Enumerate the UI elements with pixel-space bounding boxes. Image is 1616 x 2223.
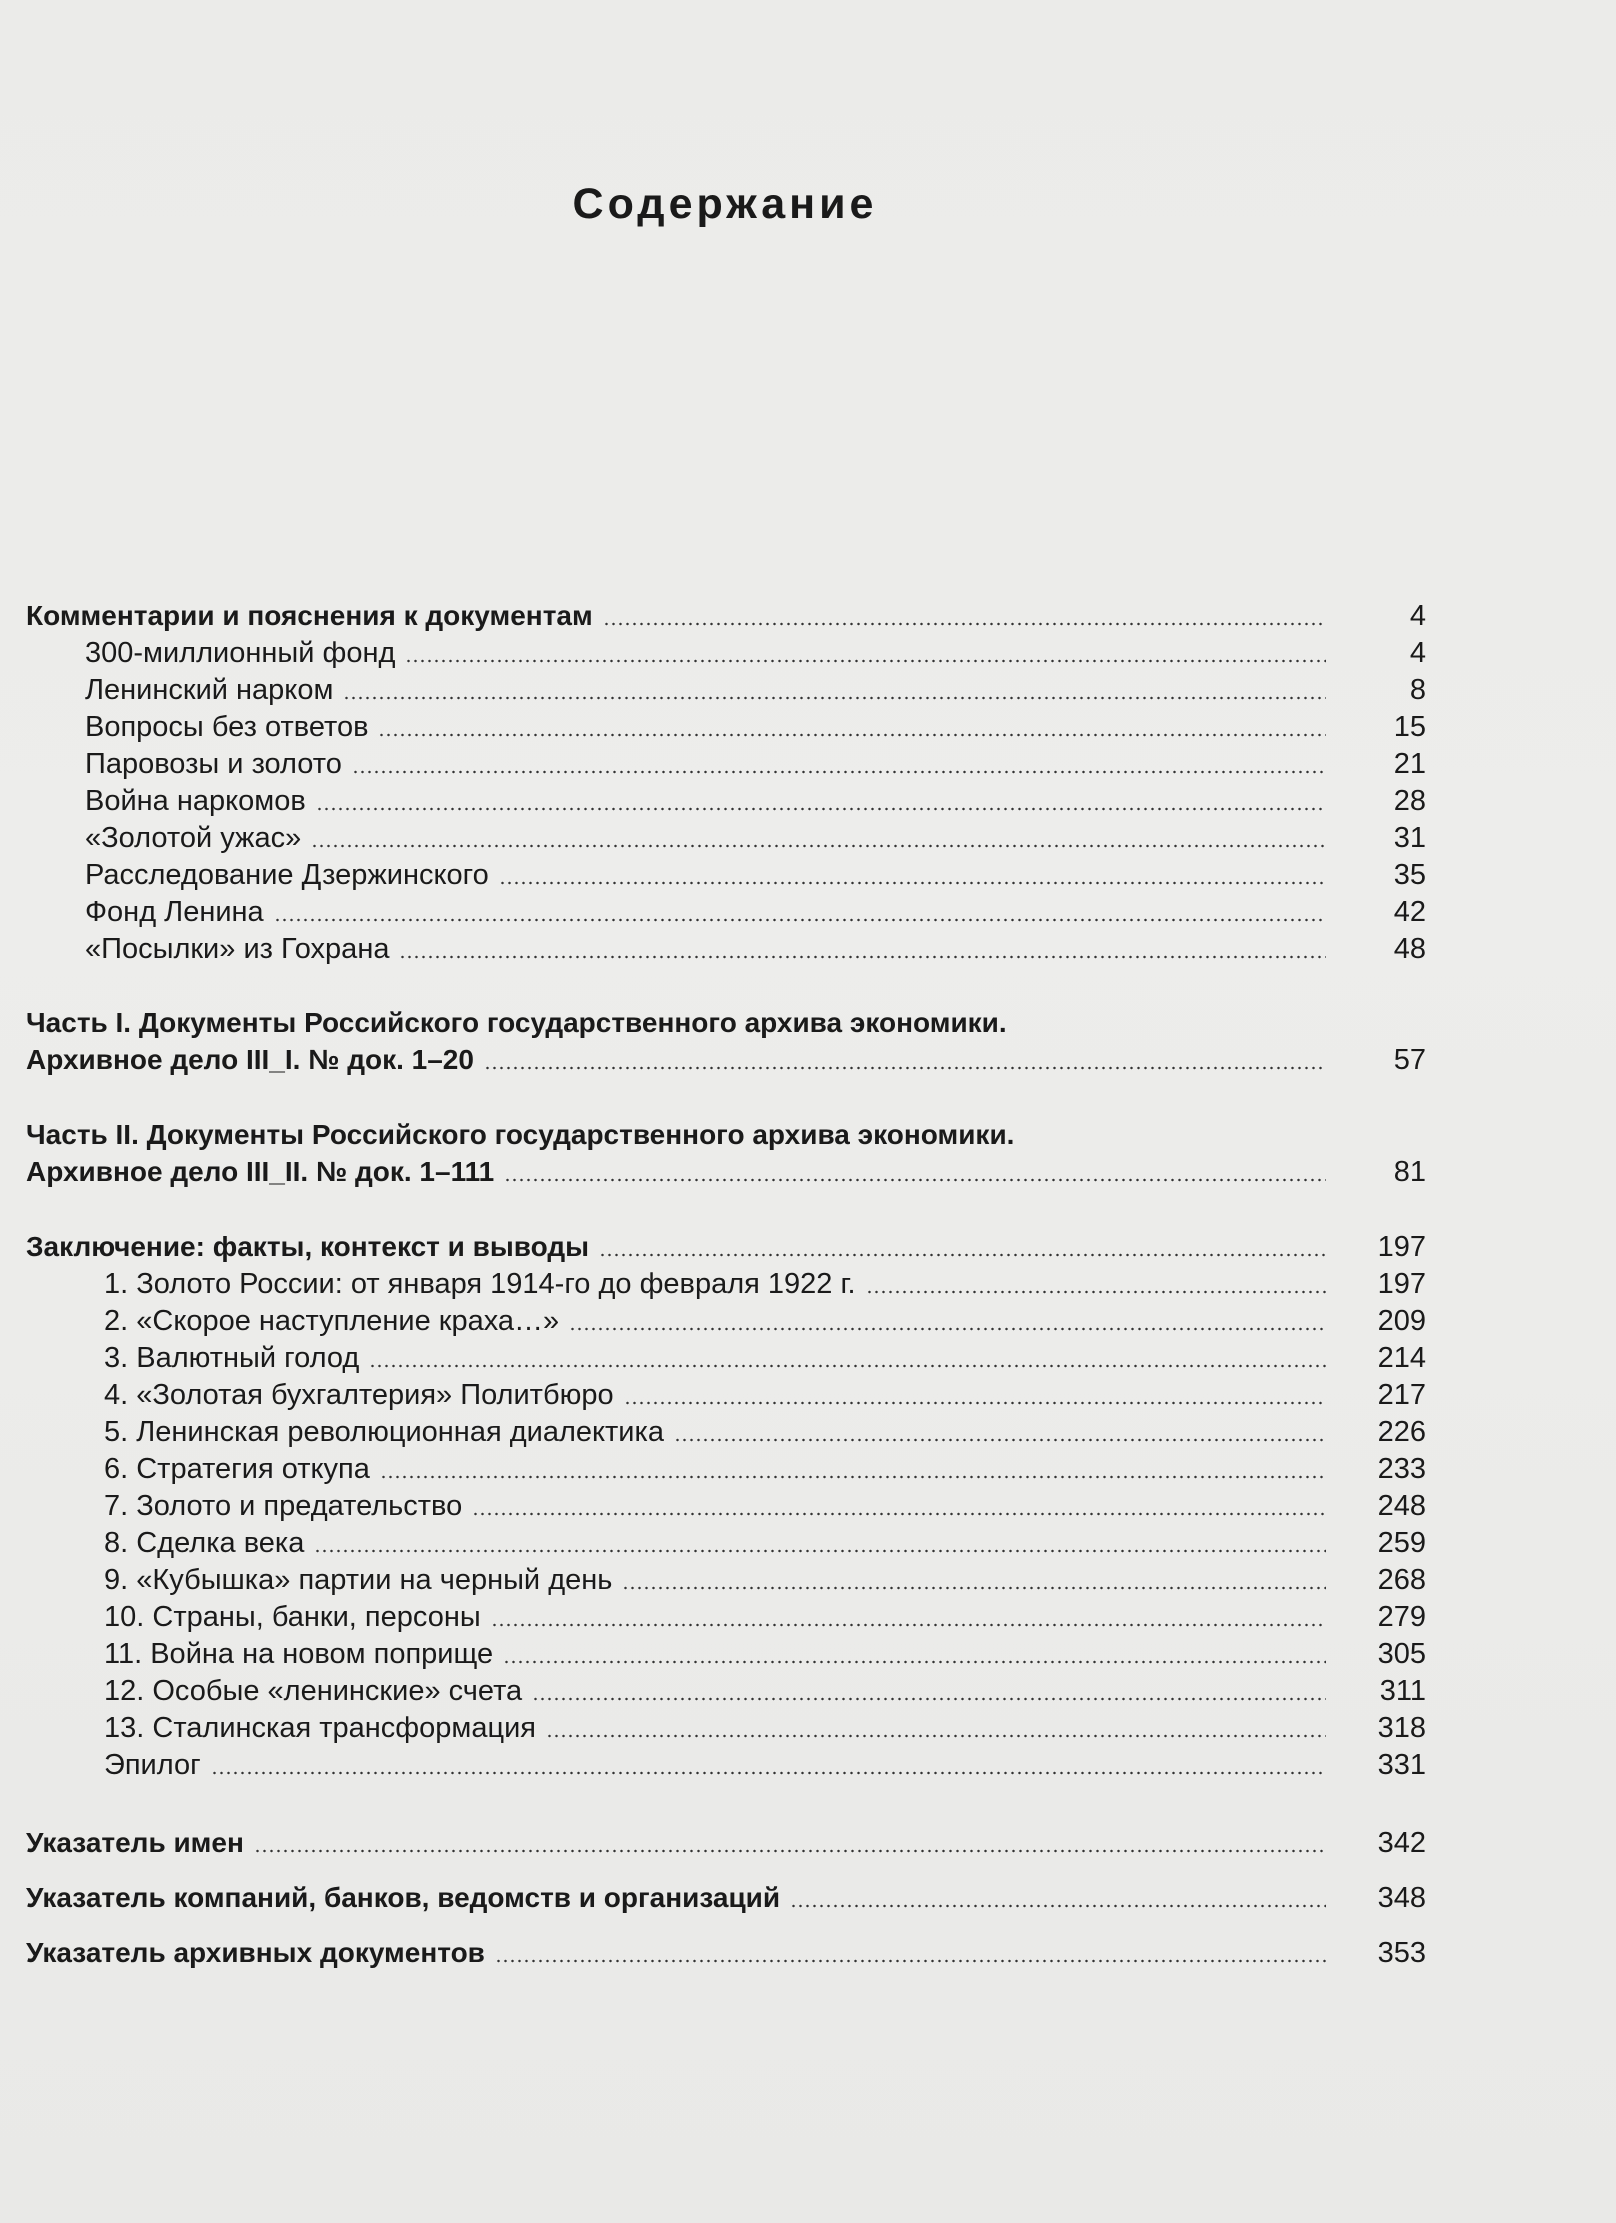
dot-leader [311, 844, 1326, 848]
dot-leader [484, 1066, 1326, 1070]
toc-entry-label: Указатель архивных документов [26, 1937, 485, 1968]
toc-entry[interactable] [26, 746, 1426, 782]
toc-entry-label: Ленинский нарком [85, 674, 334, 706]
toc-entry-label: Указатель имен [26, 1827, 244, 1858]
dot-leader [399, 955, 1326, 959]
dot-leader [569, 1327, 1326, 1331]
dot-leader [504, 1178, 1326, 1182]
toc-entry-label: Паровозы и золото [85, 748, 342, 780]
toc-entry-label: Архивное дело III_II. № док. 1–111 [26, 1156, 495, 1187]
toc-entry[interactable] [26, 1414, 1426, 1450]
dot-leader [405, 659, 1326, 663]
toc-entry[interactable] [26, 1710, 1426, 1746]
dot-leader [532, 1697, 1326, 1701]
toc-page-number: 15 [1393, 711, 1426, 743]
toc-entry-label: Эпилог [104, 1749, 201, 1781]
toc-entry-label: Расследование Дзержинского [85, 859, 489, 891]
toc-entry[interactable] [26, 1525, 1426, 1561]
toc-entry-label: 7. Золото и предательство [104, 1490, 463, 1522]
toc-entry[interactable] [26, 709, 1426, 745]
toc-page-number: 4 [1409, 637, 1426, 669]
toc-entry-label: 5. Ленинская революционная диалектика [104, 1416, 664, 1448]
dot-leader [503, 1660, 1326, 1664]
dot-leader [674, 1438, 1326, 1442]
toc-entry-label: Фонд Ленина [85, 896, 264, 928]
toc-page-number: 81 [1393, 1156, 1426, 1188]
toc-entry[interactable] [26, 894, 1426, 930]
toc-page-number: 8 [1409, 674, 1426, 706]
toc-page-number: 348 [1377, 1882, 1426, 1914]
toc-entry[interactable] [26, 1377, 1426, 1413]
toc-entry-label: 3. Валютный голод [104, 1342, 360, 1374]
dot-leader [274, 918, 1326, 922]
toc-page-number: 279 [1377, 1601, 1426, 1633]
toc-page-number: 342 [1377, 1827, 1426, 1859]
toc-entry-label: 1. Золото России: от января 1914-го до февраля 1922 г. [104, 1268, 856, 1300]
toc-entry[interactable] [26, 1673, 1426, 1709]
toc-entry[interactable] [26, 857, 1426, 893]
dot-leader [378, 733, 1326, 737]
dot-leader [352, 770, 1326, 774]
toc-page-number: 197 [1377, 1231, 1426, 1263]
dot-leader [599, 1253, 1326, 1257]
toc-entry-label: «Посылки» из Гохрана [85, 933, 390, 965]
toc-entry-label: «Золотой ужас» [85, 822, 302, 854]
dot-leader [314, 1549, 1326, 1553]
toc-entry-part1[interactable] [26, 1042, 1426, 1078]
toc-entry-label: 300-миллионный фонд [85, 637, 396, 669]
toc-entry-label: Архивное дело III_I. № док. 1–20 [26, 1044, 474, 1075]
toc-page-number: 305 [1377, 1638, 1426, 1670]
dot-leader [254, 1849, 1326, 1853]
toc-entry[interactable] [26, 1266, 1426, 1302]
toc-entry[interactable] [26, 1562, 1426, 1598]
toc-entry-label: Заключение: факты, контекст и выводы [26, 1231, 590, 1262]
toc-entry-label: 4. «Золотая бухгалтерия» Политбюро [104, 1379, 614, 1411]
toc-entry-index-documents[interactable] [26, 1935, 1426, 1971]
toc-entry-label: 2. «Скорое наступление краха…» [104, 1305, 560, 1337]
dot-leader [790, 1904, 1326, 1908]
toc-entry-label: Указатель компаний, банков, ведомств и организаций [26, 1882, 781, 1913]
toc-page-number: 353 [1377, 1937, 1426, 1969]
toc-entry[interactable] [26, 1303, 1426, 1339]
toc-entry[interactable] [26, 635, 1426, 671]
toc-entry-index-companies[interactable] [26, 1880, 1426, 1916]
toc-page-number: 35 [1393, 859, 1426, 891]
toc-page-number: 28 [1393, 785, 1426, 817]
dot-leader [624, 1401, 1326, 1405]
dot-leader [491, 1623, 1326, 1627]
toc-entry-conclusion[interactable] [26, 1229, 1426, 1265]
dot-leader [316, 807, 1326, 811]
toc-page-number: 214 [1377, 1342, 1426, 1374]
toc-entry-label: 10. Страны, банки, персоны [104, 1601, 481, 1633]
toc-entry-label: 13. Сталинская трансформация [104, 1712, 536, 1744]
toc-entry[interactable] [26, 783, 1426, 819]
toc-entry-label: Война наркомов [85, 785, 306, 817]
toc-page-number: 259 [1377, 1527, 1426, 1559]
toc-entry-label: 6. Стратегия откупа [104, 1453, 370, 1485]
dot-leader [495, 1959, 1326, 1963]
dot-leader [622, 1586, 1326, 1590]
toc-entry-index-names[interactable] [26, 1825, 1426, 1861]
toc-page-number: 48 [1393, 933, 1426, 965]
page-title: Содержание [572, 180, 878, 228]
toc-page-number: 217 [1377, 1379, 1426, 1411]
dot-leader [499, 881, 1326, 885]
toc-entry[interactable] [26, 672, 1426, 708]
toc-entry[interactable] [26, 1747, 1426, 1783]
toc-entry-commentary[interactable] [26, 598, 1426, 634]
toc-entry[interactable] [26, 1599, 1426, 1635]
toc-entry[interactable] [26, 931, 1426, 967]
dot-leader [343, 696, 1326, 700]
toc-page-number: 31 [1393, 822, 1426, 854]
toc-page-number: 197 [1377, 1268, 1426, 1300]
toc-page-number: 331 [1377, 1749, 1426, 1781]
toc-entry-label: 11. Война на новом поприще [104, 1638, 494, 1670]
toc-entry-label: 8. Сделка века [104, 1527, 305, 1559]
toc-page-number: 226 [1377, 1416, 1426, 1448]
toc-page-number: 311 [1379, 1675, 1426, 1707]
toc-page-number: 248 [1377, 1490, 1426, 1522]
toc-entry[interactable] [26, 1636, 1426, 1672]
toc-entry-label: Вопросы без ответов [85, 711, 369, 743]
dot-leader [603, 622, 1326, 626]
toc-page-number: 268 [1377, 1564, 1426, 1596]
dot-leader [211, 1771, 1326, 1775]
toc-entry[interactable] [26, 1488, 1426, 1524]
dot-leader [472, 1512, 1326, 1516]
toc-entry[interactable] [26, 1451, 1426, 1487]
dot-leader [369, 1364, 1326, 1368]
dot-leader [546, 1734, 1326, 1738]
dot-leader [866, 1290, 1326, 1294]
toc-page-number: 233 [1377, 1453, 1426, 1485]
toc-entry[interactable] [26, 1340, 1426, 1376]
toc-page-number: 21 [1393, 748, 1426, 780]
toc-entry-part2[interactable] [26, 1154, 1426, 1190]
toc-page-number: 57 [1393, 1044, 1426, 1076]
toc-part2-heading: Часть II. Документы Российского государственного архива экономики. [26, 1119, 1015, 1150]
toc-page-number: 42 [1393, 896, 1426, 928]
dot-leader [380, 1475, 1326, 1479]
toc-entry-label: Комментарии и пояснения к документам [26, 600, 593, 631]
toc-entry-label: 12. Особые «ленинские» счета [104, 1675, 523, 1707]
toc-page-number: 4 [1409, 600, 1426, 632]
toc-page-number: 209 [1377, 1305, 1426, 1337]
toc-entry-label: 9. «Кубышка» партии на черный день [104, 1564, 613, 1596]
toc-entry[interactable] [26, 820, 1426, 856]
toc-page-number: 318 [1377, 1712, 1426, 1744]
toc-part1-heading: Часть I. Документы Российского государственного архива экономики. [26, 1007, 1007, 1038]
